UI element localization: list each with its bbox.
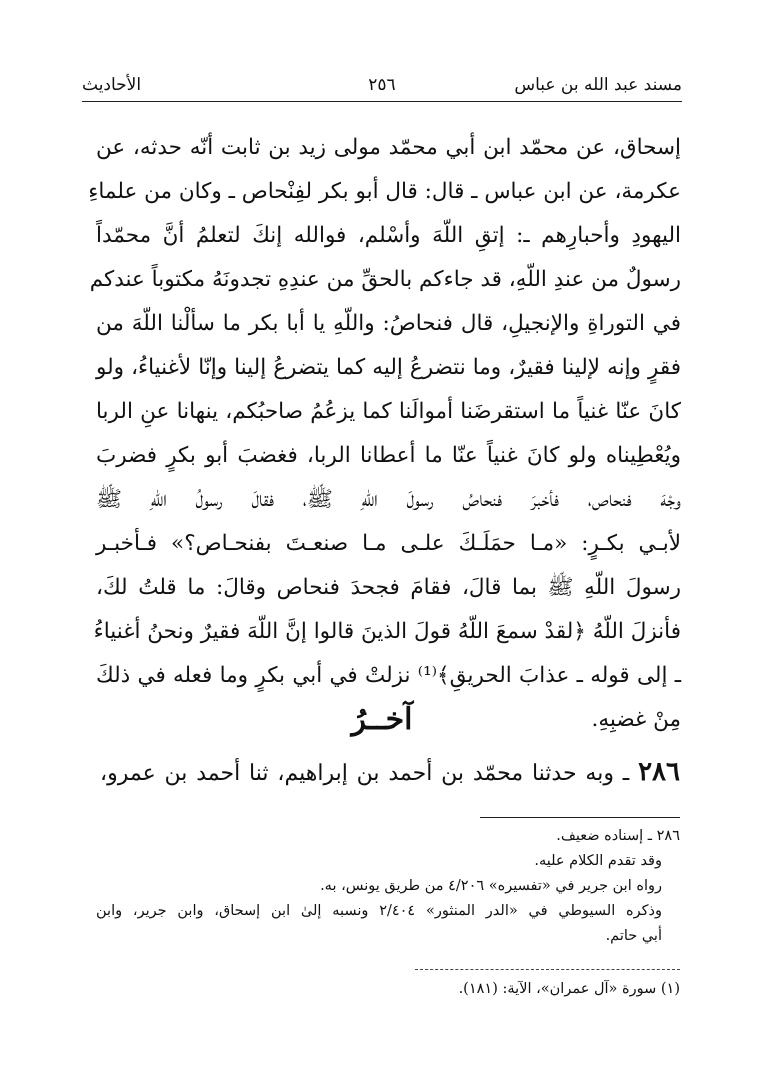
book-title: مسند عبد الله بن عباس [514, 75, 682, 95]
text-line: ويُعْطِيناه ولو كانَ غنياً عنّا ما أعطانا الربا، فغضبَ أبو بكرٍ فضربَ [96, 443, 681, 468]
text-line: في التوراةِ والإنجيلِ، قال فنحاصُ: واللّهِ يا أبا بكر ما سألْنا اللّهَ من [96, 311, 681, 336]
text-line: ـ إلى قوله ـ عذابَ الحريقِ﴾⁽¹⁾ نزلتْ في أبي بكرٍ وما فعله في ذلكَ [96, 663, 682, 688]
text-line: فقرٍ وإنه لإلينا فقيرٌ، وما نتضرعُ إليه كما يتضرعُ إلينا وإنّا لأغنياءُ، ولو [96, 355, 681, 380]
text-line: مِنْ غضبِهِ. [591, 707, 681, 732]
page-number: ٢٥٦ [368, 75, 396, 95]
section-heading: آخــرُ [351, 702, 413, 737]
text-line: رسولَ اللّهِ ﷺ بما قالَ، فقامَ فجحدَ فنحاص وقالَ: ما قلتُ لكَ، [96, 575, 681, 600]
text-line: رسولٌ من عندِ اللّهِ، قد جاءكم بالحقِّ من عندِهِ تجدونَهُ مكتوباً عندكم [89, 267, 681, 292]
text-line: عكرمة، عن ابن عباس ـ قال: قال أبو بكر لفِنْحاص ـ وكان من علماءِ [88, 179, 681, 204]
text-line: فأنزلَ اللّهُ ﴿لقدْ سمعَ اللّهُ قولَ الذينَ قالوا إنَّ اللّهَ فقيرٌ ونحنُ أغنياءُ [93, 619, 681, 644]
text-line: اليهودِ وأحبارِهم ـ: إتقِ اللّهَ وأسْلم، فوالله إنكَ لتعلمُ أنَّ محمّداً [96, 223, 681, 248]
running-header [82, 70, 682, 100]
text-line: كانَ عنّا غنياً ما استقرضَنا أموالَنا كما يزعُمُ صاحبُكم، ينهانا عنِ الربا [96, 399, 681, 424]
page-footnote: (١) سورة «آل عمران»، الآية: (١٨١). [458, 981, 680, 997]
note-line: رواه ابن جرير في «تفسيره» ٤/٢٠٦ من طريق يونس، به. [320, 878, 662, 894]
text-line: لأبـي بكـرٍ: «مـا حمَلَـكَ علـى مـا صنعـتَ بفنحـاص؟» فـأخبـر [96, 531, 681, 556]
header-divider [82, 101, 682, 102]
hadith-number: ٢٨٦ [638, 757, 680, 787]
main-text [88, 126, 682, 742]
takhrij-notes [96, 824, 680, 949]
text-line: وجْهَ فنحاص، فأخبرَ فنحاصُ رسولَ اللّهِ ﷺ، فقالَ رسولُ اللّهِ ﷺ [96, 487, 681, 512]
page-footnote-divider [415, 969, 680, 970]
note-line: أبي حاتم. [605, 928, 662, 944]
footnote-divider [480, 817, 680, 818]
note-line: وذكره السيوطي في «الدر المنثور» ٢/٤٠٤ ونسبه إلىٰ ابن إسحاق، وابن جرير، وابن [96, 903, 662, 919]
section-name: الأحاديث [82, 75, 142, 95]
text-line: إسحاق، عن محمّد ابن أبي محمّد مولى زيد بن ثابت أنّه حدثه، عن [96, 135, 681, 160]
note-line: ٢٨٦ ـ إسناده ضعيف. [556, 828, 680, 844]
note-line: وقد تقدم الكلام عليه. [534, 853, 662, 869]
hadith-text: ـ وبه حدثنا محمّد بن أحمد بن إبراهيم، ثنا أحمد بن عمرو، [100, 761, 630, 786]
hadith-opening-line [100, 752, 680, 794]
